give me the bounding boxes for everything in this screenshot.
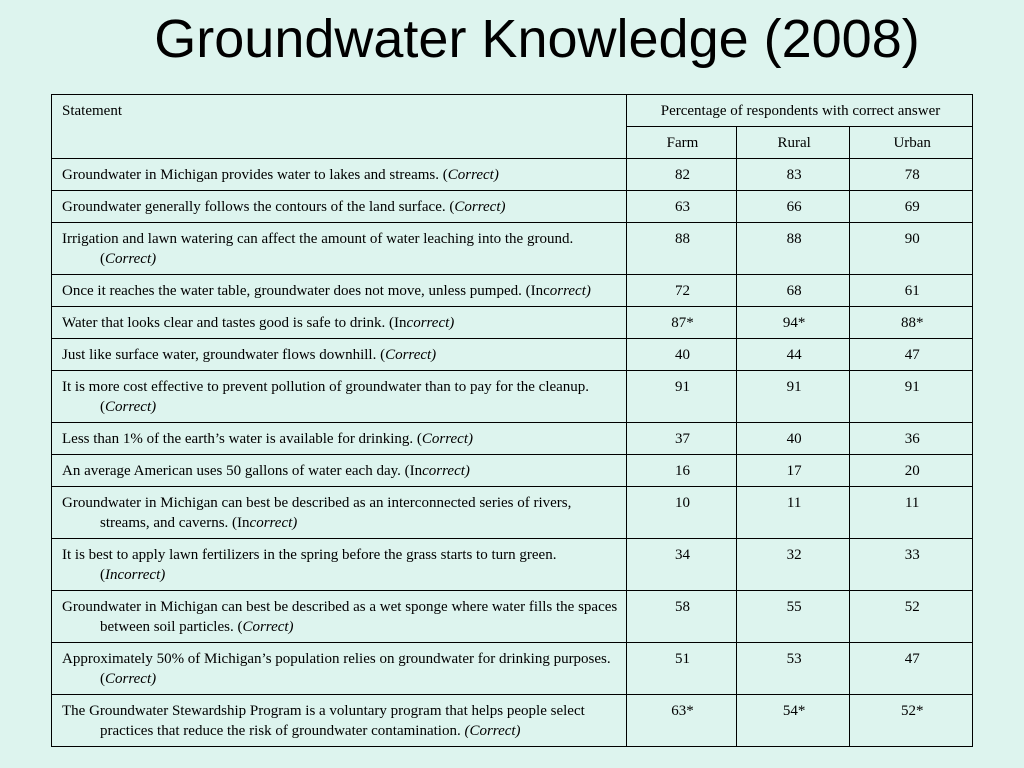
statement-cell: [52, 643, 627, 695]
farm-percent: 34: [627, 539, 737, 591]
table-row: [52, 275, 973, 307]
urban-percent: 69: [850, 191, 973, 223]
rural-percent: 53: [736, 643, 850, 695]
statement-body: An average American uses 50 gallons of water each day. (: [62, 463, 410, 479]
urban-percent: 47: [850, 643, 973, 695]
knowledge-table: [51, 94, 973, 747]
statement-cell: [52, 159, 627, 191]
statement-text: [62, 165, 618, 185]
urban-percent: 36: [850, 423, 973, 455]
table-row: [52, 487, 973, 539]
table-row: [52, 423, 973, 455]
farm-percent: 63: [627, 191, 737, 223]
statement-cell: [52, 455, 627, 487]
rural-percent: 83: [736, 159, 850, 191]
statement-text: [62, 701, 618, 741]
table-body: [52, 159, 973, 747]
column-header-rural: Rural: [736, 127, 850, 159]
answer-prefix: Inc: [530, 283, 550, 299]
answer-mark: Correct): [105, 399, 157, 415]
farm-percent: 37: [627, 423, 737, 455]
statement-body: Groundwater generally follows the contours of the land surface. (: [62, 199, 455, 215]
statement-body: Groundwater in Michigan can best be described as an interconnected series of rivers, streams, and caverns. (: [62, 495, 572, 531]
table-row: [52, 455, 973, 487]
urban-percent: 52*: [850, 695, 973, 747]
rural-percent: 94*: [736, 307, 850, 339]
table-row: [52, 695, 973, 747]
farm-percent: 63*: [627, 695, 737, 747]
statement-cell: [52, 275, 627, 307]
statement-text: [62, 649, 618, 689]
rural-percent: 44: [736, 339, 850, 371]
slide-title: Groundwater Knowledge (2008): [154, 9, 920, 69]
statement-cell: [52, 539, 627, 591]
statement-header: Statement: [52, 95, 627, 159]
urban-percent: 20: [850, 455, 973, 487]
percentage-group-header: Percentage of respondents with correct answer: [627, 95, 973, 127]
table-row: [52, 339, 973, 371]
table-row: [52, 643, 973, 695]
statement-body: The Groundwater Stewardship Program is a voluntary program that helps people select practices that reduce the risk of groundwater contamination.: [62, 703, 585, 739]
statement-body: Less than 1% of the earth’s water is available for drinking. (: [62, 431, 422, 447]
statement-cell: [52, 423, 627, 455]
farm-percent: 16: [627, 455, 737, 487]
urban-percent: 47: [850, 339, 973, 371]
statement-body: It is more cost effective to prevent pollution of groundwater than to pay for the cleanup. (: [62, 379, 590, 415]
farm-percent: 58: [627, 591, 737, 643]
answer-mark: Correct): [421, 431, 473, 447]
answer-mark: Correct): [242, 619, 294, 635]
table-row: [52, 223, 973, 275]
rural-percent: 66: [736, 191, 850, 223]
statement-body: It is best to apply lawn fertilizers in the spring before the grass starts to turn green. (: [62, 547, 557, 583]
statement-text: [62, 461, 618, 481]
statement-body: Water that looks clear and tastes good is safe to drink. (: [62, 315, 395, 331]
answer-mark: Correct): [447, 167, 499, 183]
table-row: [52, 371, 973, 423]
answer-mark: Correct): [105, 671, 157, 687]
answer-mark: correct): [249, 515, 298, 531]
urban-percent: 91: [850, 371, 973, 423]
farm-percent: 40: [627, 339, 737, 371]
answer-prefix: In: [394, 315, 407, 331]
statement-body: Groundwater in Michigan provides water to lakes and streams. (: [62, 167, 448, 183]
rural-percent: 54*: [736, 695, 850, 747]
farm-percent: 88: [627, 223, 737, 275]
statement-text: [62, 597, 618, 637]
statement-cell: [52, 339, 627, 371]
rural-percent: 55: [736, 591, 850, 643]
table-row: [52, 307, 973, 339]
answer-mark: (Correct): [464, 723, 521, 739]
rural-percent: 40: [736, 423, 850, 455]
answer-mark: correct): [406, 315, 455, 331]
statement-text: [62, 281, 618, 301]
answer-mark: Correct): [385, 347, 437, 363]
answer-mark: Correct): [454, 199, 506, 215]
table-row: [52, 159, 973, 191]
urban-percent: 11: [850, 487, 973, 539]
answer-prefix: In: [237, 515, 250, 531]
column-header-urban: Urban: [850, 127, 973, 159]
farm-percent: 82: [627, 159, 737, 191]
statement-text: [62, 545, 618, 585]
urban-percent: 88*: [850, 307, 973, 339]
statement-cell: [52, 591, 627, 643]
statement-text: [62, 377, 618, 417]
answer-prefix: In: [409, 463, 423, 479]
farm-percent: 91: [627, 371, 737, 423]
table-row: [52, 591, 973, 643]
statement-body: Approximately 50% of Michigan’s population relies on groundwater for drinking purposes. (: [62, 651, 611, 687]
statement-text: [62, 313, 618, 333]
urban-percent: 61: [850, 275, 973, 307]
statement-text: [62, 493, 618, 533]
statement-text: [62, 345, 618, 365]
urban-percent: 33: [850, 539, 973, 591]
statement-cell: [52, 695, 627, 747]
urban-percent: 90: [850, 223, 973, 275]
statement-body: Groundwater in Michigan can best be described as a wet sponge where water fills the spaces between soil particles. (: [62, 599, 618, 635]
statement-cell: [52, 487, 627, 539]
column-header-farm: Farm: [627, 127, 737, 159]
answer-mark: Correct): [105, 251, 157, 267]
statement-cell: [52, 371, 627, 423]
header-row: [52, 95, 973, 127]
farm-percent: 51: [627, 643, 737, 695]
urban-percent: 78: [850, 159, 973, 191]
farm-percent: 87*: [627, 307, 737, 339]
statement-text: [62, 429, 618, 449]
urban-percent: 52: [850, 591, 973, 643]
rural-percent: 68: [736, 275, 850, 307]
farm-percent: 10: [627, 487, 737, 539]
table-row: [52, 539, 973, 591]
statement-body: Once it reaches the water table, groundwater does not move, unless pumped. (: [62, 283, 531, 299]
statement-text: [62, 229, 618, 269]
statement-body: Just like surface water, groundwater flows downhill. (: [62, 347, 386, 363]
answer-mark: orrect): [549, 283, 591, 299]
table-row: [52, 191, 973, 223]
statement-cell: [52, 223, 627, 275]
farm-percent: 72: [627, 275, 737, 307]
rural-percent: 91: [736, 371, 850, 423]
statement-text: [62, 197, 618, 217]
rural-percent: 32: [736, 539, 850, 591]
rural-percent: 88: [736, 223, 850, 275]
statement-cell: [52, 191, 627, 223]
rural-percent: 17: [736, 455, 850, 487]
statement-cell: [52, 307, 627, 339]
rural-percent: 11: [736, 487, 850, 539]
statement-body: Irrigation and lawn watering can affect the amount of water leaching into the ground. (: [62, 231, 574, 267]
answer-mark: correct): [422, 463, 470, 479]
answer-mark: Incorrect): [105, 567, 166, 583]
